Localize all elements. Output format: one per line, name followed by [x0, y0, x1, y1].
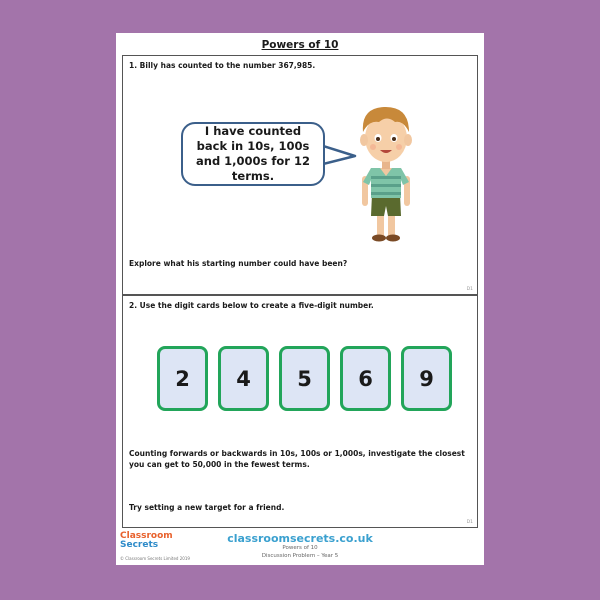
classroom-secrets-logo: Classroom Secrets [120, 531, 173, 550]
worksheet [116, 33, 484, 565]
website-link[interactable]: classroomsecrets.co.uk [227, 532, 373, 545]
footer [116, 528, 484, 565]
question-1-panel [122, 55, 478, 295]
digit-card: 2 [157, 346, 208, 411]
digit-card: 5 [279, 346, 330, 411]
digit-cards [157, 346, 452, 411]
digit-card: 6 [340, 346, 391, 411]
copyright-text: © Classroom Secrets Limited 2019 [120, 556, 190, 561]
question-2-text: 2. Use the digit cards below to create a five-digit number. [129, 301, 374, 310]
question-1-prompt: Explore what his starting number could have been? [129, 259, 348, 268]
question-2-extension: Try setting a new target for a friend. [129, 503, 285, 512]
question-2-ref: D1 [466, 520, 473, 525]
question-2-prompt: Counting forwards or backwards in 10s, 100s or 1,000s, investigate the closest you can get to 50,000 in the fewest terms. [129, 449, 465, 469]
question-1-ref: D1 [466, 287, 473, 292]
footer-topic: Powers of 10 [282, 545, 318, 551]
digit-card: 4 [218, 346, 269, 411]
speech-bubble: I have counted back in 10s, 100s and 1,000s for 12 terms. [181, 122, 325, 186]
boy-character-icon [351, 98, 421, 248]
footer-subtitle: Discussion Problem – Year 5 [261, 553, 339, 559]
question-1-text: 1. Billy has counted to the number 367,985. [129, 61, 316, 70]
question-2-panel [122, 295, 478, 528]
digit-card: 9 [401, 346, 452, 411]
page-title: Powers of 10 [261, 39, 339, 51]
